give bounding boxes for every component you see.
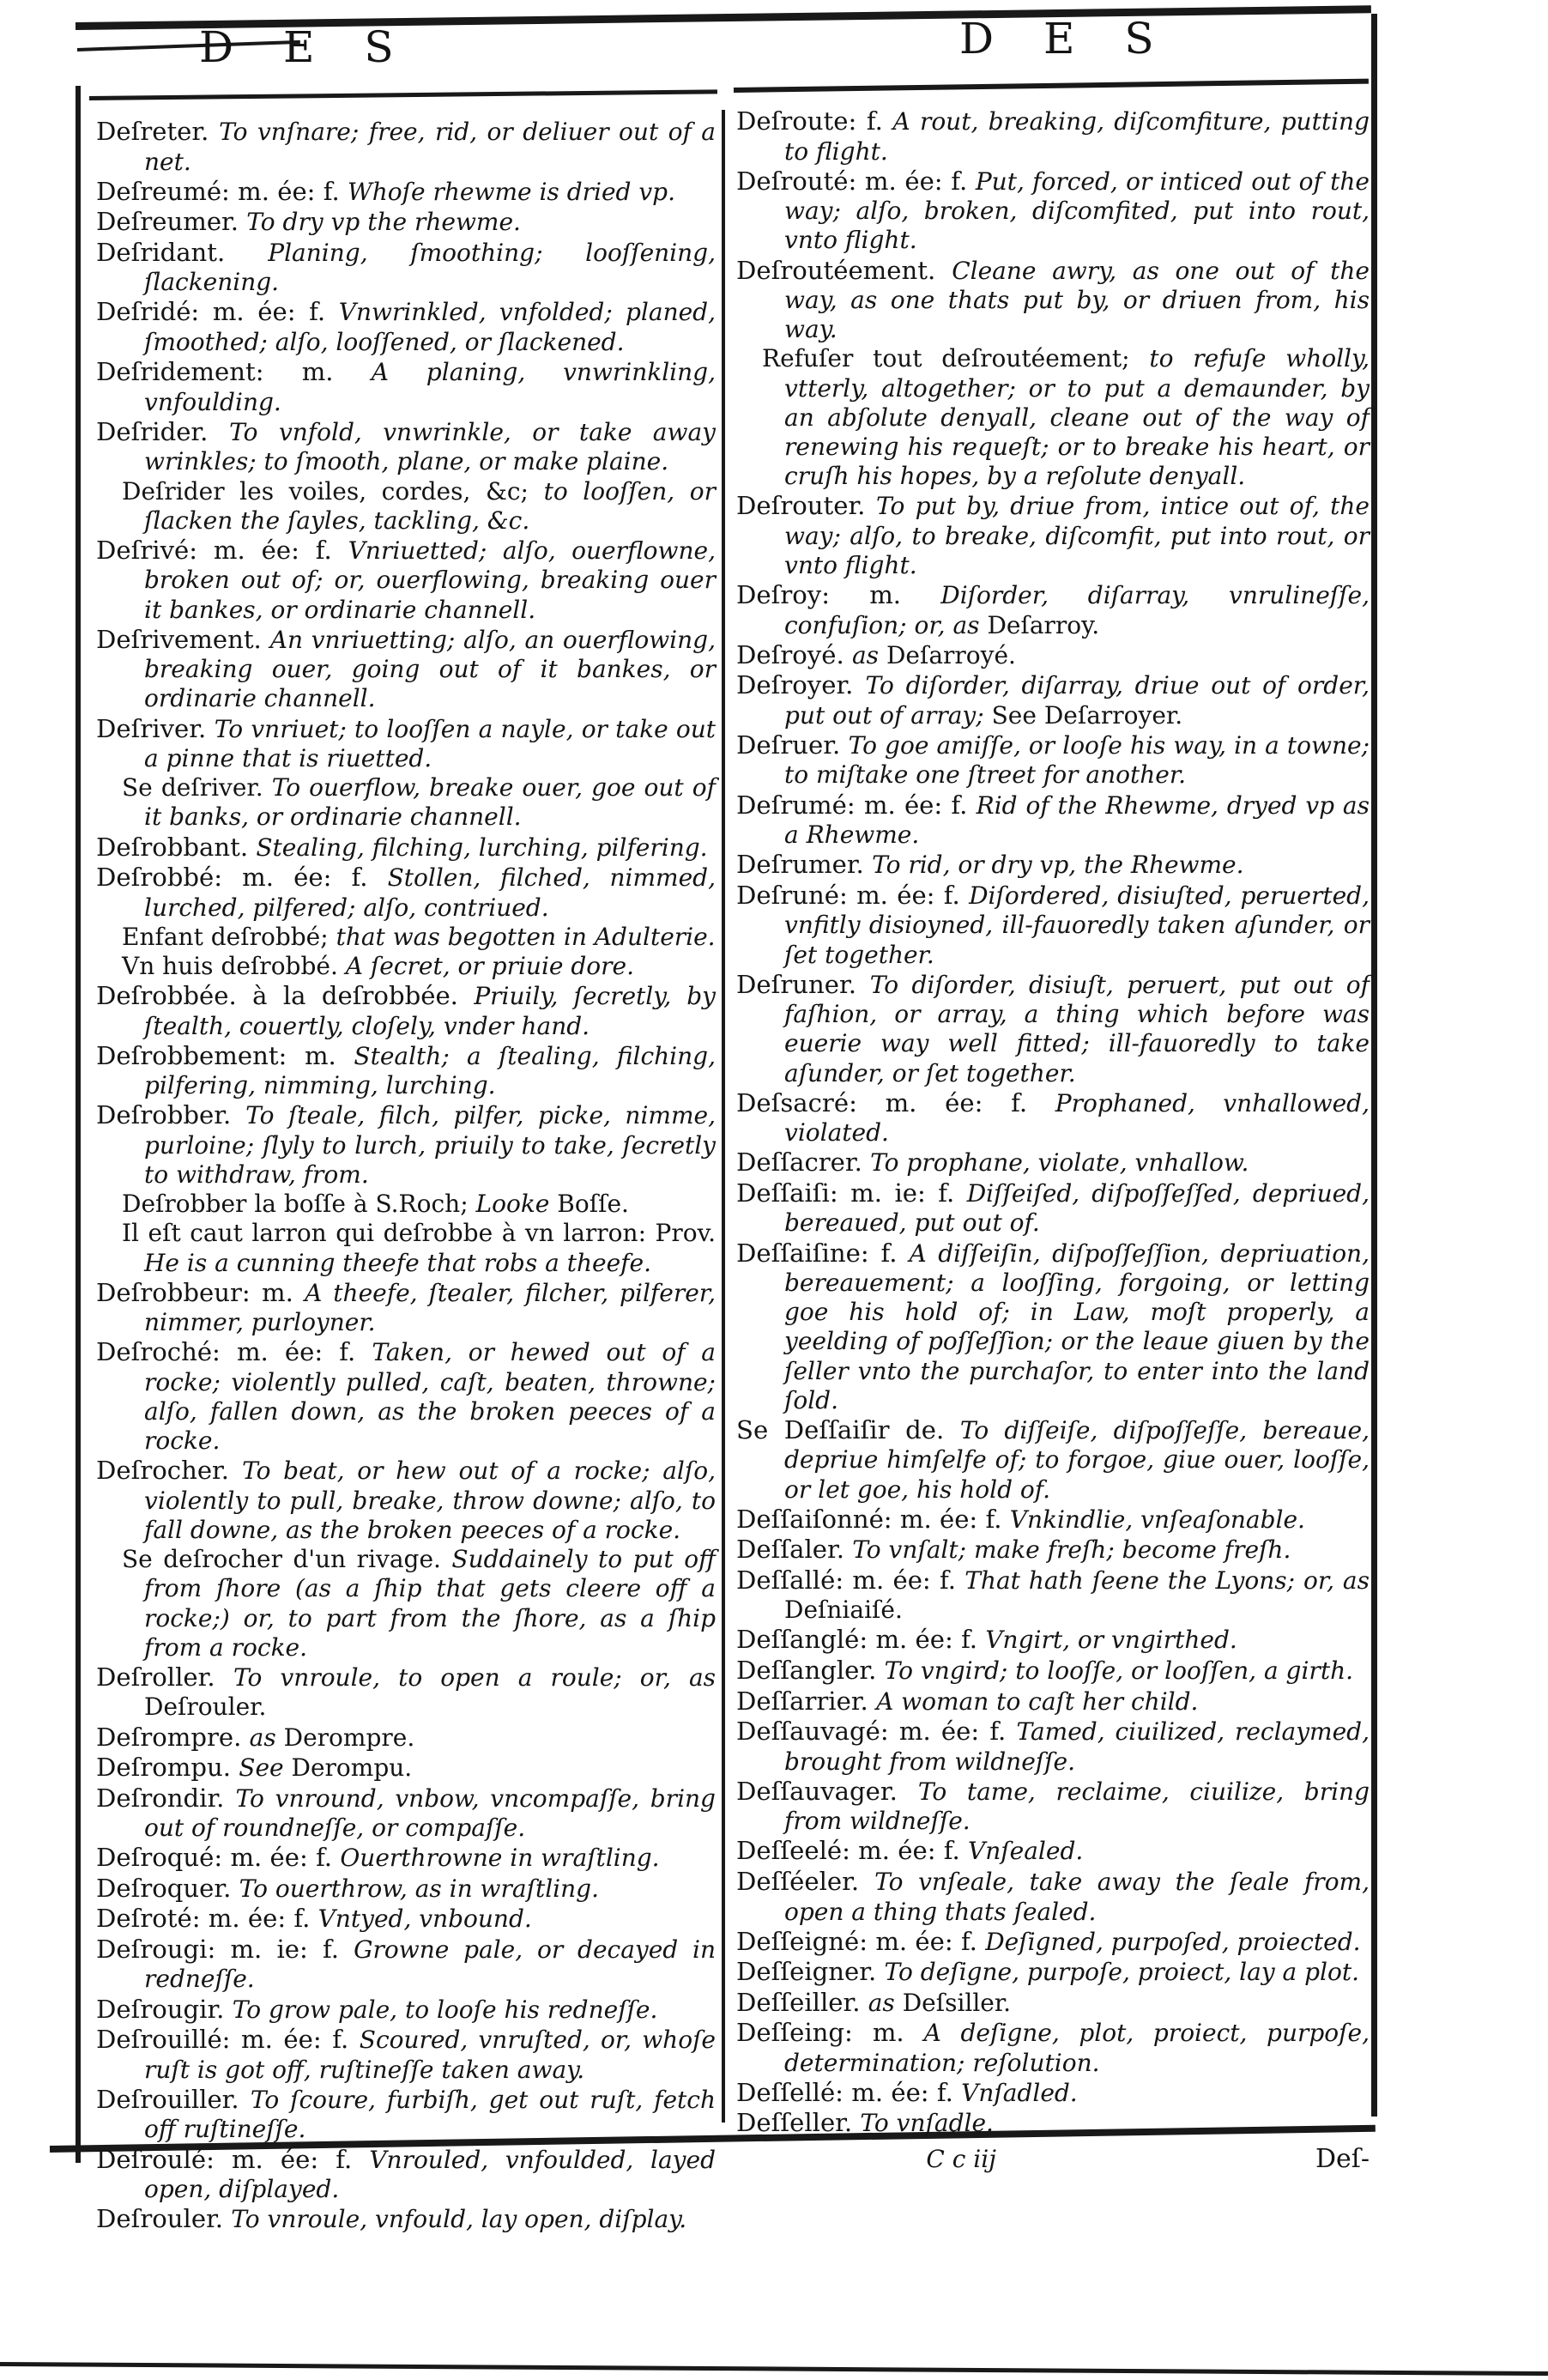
entry-definition: Tamed, ciuilized, reclaymed, brought from wildneſſe. [784, 1717, 1370, 1776]
entry-headword: Deſroyer. [736, 670, 866, 700]
entry-definition: A rout, breaking, diſcomfiture, putting to flight. [784, 107, 1370, 166]
entry-headword: Deſrougi: m. ie: f. [96, 1934, 354, 1964]
entry-definition: Diſorder, diſarray, vnrulineſſe, confuſion; or, as [784, 581, 1370, 639]
entry-crossref: Deſrobber la boſſe à S.Roch; [122, 1190, 476, 1219]
entry-headword: Deſrouler. [96, 2204, 232, 2234]
entry-definition: as [851, 640, 886, 669]
entry-definition: To vnroule, vnfould, lay open, diſplay. [231, 2205, 687, 2234]
entry-definition: To ouerthrow, as in wraſtling. [239, 1874, 599, 1903]
dictionary-entry [96, 1935, 716, 1995]
entry-crossref: Boſſe. [557, 1190, 629, 1219]
entry-definition: Vnſadled. [961, 2078, 1078, 2107]
entry-definition: Scoured, vnruſted, or, whoſe ruſt is got off, ruſtineſſe taken away. [144, 2026, 717, 2084]
left-border-rule [76, 86, 81, 2163]
entry-headword: Deſſeller. [736, 2108, 861, 2138]
entry-crossref: Deſsiller. [902, 1988, 1012, 2017]
entry-crossref: Refuſer tout deſroutéement; [762, 344, 1150, 373]
dictionary-entry [736, 1178, 1370, 1238]
dictionary-entry [96, 1874, 716, 1905]
entry-headword: Deſreumé: m. ée: f. [96, 176, 348, 206]
entry-definition: Vnkindlie, vnſeaſonable. [1009, 1505, 1305, 1534]
entry-definition: Priuily, ſecretly, by ſtealth, couertly, cloſely, vnder hand. [144, 982, 716, 1040]
entry-definition: to refuſe wholly, vtterly, altogether; or to put a demaunder, by an abſolute denyall, cleane out of the way of renewing his requeſt; or to breake his heart, or cruſh his hopes, by a reſolute denyall. [784, 344, 1370, 490]
entry-headword: Deſridé: m. ée: f. [96, 297, 339, 327]
entry-headword: Deſſeigner. [736, 1957, 885, 1987]
dictionary-entry [736, 1535, 1370, 1565]
entry-definition: Diſordered, disiuſted, peruerted, vnfitly disioyned, ill-fauoredly taken aſunder, or ſet together. [784, 881, 1370, 969]
dictionary-entry [96, 1995, 716, 2026]
entry-definition: A theefe, ſtealer, filcher, pilferer, nimmer, purloyner. [144, 1278, 716, 1337]
entry-definition: as [868, 1988, 903, 2017]
entry-definition: A deſigne, plot, proiect, purpoſe, determination; reſolution. [784, 2019, 1370, 2077]
dictionary-entry [96, 714, 716, 774]
dictionary-entry [96, 207, 716, 238]
dictionary-entry [736, 1687, 1370, 1717]
dictionary-entry [736, 730, 1370, 790]
entry-crossref: Deſrider les voiles, cordes, &c; [122, 476, 544, 506]
dictionary-entry [736, 850, 1370, 881]
dictionary-entry [736, 1505, 1370, 1535]
entry-headword: Deſroché: m. ée: f. [96, 1337, 372, 1367]
dictionary-entry [736, 1957, 1370, 1988]
entry-crossref: Derompu. [291, 1753, 413, 1783]
entry-crossref: Enfant deſrobbé; [122, 922, 336, 951]
entry-headword: Deſſallé: m. ée: f. [736, 1565, 965, 1595]
entry-definition: Planing, ſmoothing; looſſening, ſlackening. [144, 238, 716, 297]
entry-definition: Vntyed, vnbound. [317, 1905, 532, 1934]
dictionary-entry [96, 863, 716, 923]
entry-definition: To vnſalt; make freſh; become freſh. [852, 1535, 1291, 1565]
entry-headword: Deſſaler. [736, 1535, 853, 1565]
dictionary-entry [96, 2025, 716, 2085]
entry-headword: Deſriver. [96, 713, 215, 743]
entry-headword: Deſrouter. [736, 491, 877, 521]
entry-definition: To ſteale, filch, pilfer, picke, nimme, purloine; ſlyly to lurch, priuily to take, ſecretly to withdraw, from. [144, 1101, 716, 1190]
dictionary-entry [736, 670, 1370, 730]
entry-headword: Deſſeiller. [736, 1987, 868, 2017]
entry-headword: Deſsacré: m. ée: f. [736, 1087, 1055, 1117]
entry-definition: To vnriuet; to looſſen a nayle, or take out a pinne that is riuetted. [144, 714, 716, 773]
entry-headword: Deſrobber. [96, 1100, 246, 1130]
entry-headword: Deſrumé: m. ée: f. [736, 790, 977, 820]
dictionary-entry [736, 167, 1370, 256]
entry-definition: To diſorder, diſarray, driue out of order, put out of array; [784, 671, 1370, 730]
dictionary-entry [96, 981, 716, 1041]
dictionary-entry [96, 1100, 716, 1190]
header-rule-right [734, 79, 1369, 93]
dictionary-entry [736, 1088, 1370, 1148]
entry-headword: Deſroyé. [736, 639, 852, 669]
entry-definition: Prophaned, vnhallowed, violated. [784, 1088, 1370, 1148]
dictionary-entry [736, 1625, 1370, 1656]
entry-headword: Deſrivé: m. ée: f. [96, 535, 348, 565]
entry-definition: To grow pale, to looſe his redneſſe. [232, 1995, 658, 2024]
entry-headword: Deſrider. [96, 416, 230, 446]
dictionary-entry [96, 357, 716, 417]
dictionary-entry [96, 2085, 716, 2145]
dictionary-entry [96, 952, 716, 981]
entry-definition: to looſſen, or ſlacken the ſayles, tackling, &c. [144, 476, 716, 535]
entry-definition: To vnſadle. [860, 2109, 994, 2138]
entry-headword: Deſroulé: m. ée: f. [96, 2144, 370, 2174]
entry-headword: Deſrivement. [96, 624, 270, 654]
dictionary-entry [736, 491, 1370, 580]
entry-headword: Deſruer. [736, 730, 849, 760]
entry-headword: Deſrouiller. [96, 2084, 251, 2114]
header-rule-left [89, 89, 717, 100]
entry-headword: Deſſangler. [736, 1656, 885, 1685]
entry-definition: Ouerthrowne in wraſtling. [340, 1844, 660, 1873]
entry-headword: Deſrompre. [96, 1722, 250, 1752]
entry-headword: Deſſaiſonné: m. ée: f. [736, 1504, 1010, 1534]
entry-headword: Deſrondir. [96, 1783, 236, 1813]
dictionary-entry [736, 1656, 1370, 1687]
dictionary-entry [736, 344, 1370, 491]
entry-headword: Deſſellé: m. ée: f. [736, 2077, 962, 2107]
entry-crossref: Deſrouler. [144, 1693, 267, 1722]
entry-definition: To diſſeiſe, diſpoſſeſſe, bereaue, depriue himſelfe of; to forgoe, giue ouer, looſſe, or let goe, his hold of. [784, 1415, 1370, 1504]
dictionary-entry [736, 881, 1370, 970]
dictionary-entry [96, 1456, 716, 1545]
entry-definition: Diſſeiſed, diſpoſſeſſed, depriued, bereaued, put out of. [784, 1178, 1370, 1238]
entry-headword: Deſroy: m. [736, 580, 941, 609]
entry-headword: Deſrumer. [736, 850, 873, 880]
dictionary-entry [736, 106, 1370, 167]
entry-definition: Vngirt, or vngirthed. [985, 1626, 1237, 1655]
entry-crossref: Deſarroy. [987, 610, 1100, 639]
column-divider-rule [722, 110, 725, 2123]
entry-definition: To ouerflow, breake ouer, goe out of it banks, or ordinarie channell. [144, 773, 716, 832]
entry-definition: Vnſealed. [968, 1837, 1084, 1866]
dictionary-entry [736, 1867, 1370, 1927]
entry-headword: Deſſauvagé: m. ée: f. [736, 1717, 1017, 1747]
entry-definition: To vngird; to looſſe, or looſſen, a girth. [884, 1656, 1354, 1685]
entry-definition: To vnround, vnbow, vncompaſſe, bring out of roundneſſe, or compaſſe. [144, 1783, 716, 1843]
entry-definition: To beat, or hew out of a rocke; alſo, violently to pull, breake, throw downe; alſo, to fall downe, as the broken peeces of a rocke. [144, 1456, 717, 1545]
entry-headword: Deſſeelé: m. ée: f. [736, 1836, 969, 1866]
entry-definition: Growne pale, or decayed in redneſſe. [144, 1935, 716, 1994]
dictionary-entry [96, 2145, 716, 2205]
entry-headword: Deſſéeler. [736, 1866, 875, 1896]
dictionary-entry [96, 297, 716, 357]
entry-headword: Deſreter. [96, 117, 220, 146]
entry-headword: Deſrobbée. à la deſrobbée. [96, 981, 475, 1011]
entry-definition: To goe amiſſe, or looſe his way, in a towne; to miſtake one ſtreet for another. [784, 730, 1370, 790]
entry-definition: Vnwrinkled, vnfolded; planed, ſmoothed; alſo, looſſened, or ſlackened. [144, 298, 716, 356]
entry-headword: Deſroute: f. [736, 106, 893, 136]
entry-definition: Vnrouled, vnfoulded, layed open, diſplayed. [144, 2145, 716, 2204]
entry-definition: To deſigne, purpoſe, proiect, lay a plot. [884, 1958, 1360, 1987]
entry-definition: A diſſeiſin, diſpoſſeſſion, depriuation, bereauement; a looſſing, forgoing, or letting goe his hold of; in Law, moſt properly, a yeelding of poſſeſſion; or the leaue giuen by the ſeller vnto the purchaſor, to enter into the land ſold. [784, 1238, 1370, 1414]
entry-definition: Cleane awry, as one out of the way, as one thats put by, or driuen from, his way. [784, 256, 1370, 344]
entry-headword: Deſſauvager. [736, 1776, 918, 1806]
entry-headword: Deſſeing: m. [736, 2018, 924, 2048]
entry-definition: That hath ſeene the Lyons; or, as [964, 1565, 1370, 1595]
entry-definition: Vnriuetted; alſo, ouerflowne, broken out of; or, ouerflowing, breaking ouer it bankes, or ordinarie channell. [144, 536, 716, 624]
dictionary-entry [736, 1238, 1370, 1415]
dictionary-entry [96, 477, 716, 536]
entry-headword: Deſroquer. [96, 1873, 239, 1903]
dictionary-entry [96, 1041, 716, 1101]
entry-definition: Put, forced, or inticed out of the way; alſo, broken, diſcomfited, put into rout, vnto flight. [784, 167, 1370, 255]
running-head-left: D E S [199, 22, 412, 72]
left-column [96, 117, 716, 2235]
dictionary-entry [96, 625, 716, 714]
dictionary-entry [736, 1777, 1370, 1837]
entry-headword: Deſrobbant. [96, 832, 257, 862]
entry-definition: Taken, or hewed out of a rocke; violently pulled, caſt, beaten, throwne; alſo, fallen down, as the broken peeces of a rocke. [144, 1338, 717, 1456]
entry-definition: To tame, reclaime, ciuilize, bring from wildneſſe. [784, 1777, 1370, 1836]
entry-headword: Deſruné: m. ée: f. [736, 880, 970, 910]
entry-definition: Rid of the Rhewme, dryed vp as a Rhewme. [784, 790, 1370, 850]
dictionary-entry [736, 2108, 1370, 2139]
dictionary-entry [96, 1219, 716, 1277]
entry-definition: as [249, 1723, 284, 1752]
entry-definition: To dry vp the rhewme. [246, 208, 521, 237]
entry-definition: A ſecret, or priuie dore. [345, 951, 635, 980]
entry-headword: Deſrocher. [96, 1456, 243, 1486]
dictionary-entry [736, 1927, 1370, 1958]
dictionary-entry [96, 773, 716, 832]
dictionary-entry [736, 580, 1370, 640]
dictionary-entry [96, 2204, 716, 2235]
dictionary-entry [736, 640, 1370, 671]
entry-headword: Deſrompu. [96, 1753, 239, 1783]
entry-definition: See [239, 1753, 292, 1783]
entry-crossref: Vn huis deſrobbé. [122, 951, 346, 980]
entry-definition: To ſcoure, furbiſh, get out ruſt, fetch off ruſtineſſe. [144, 2085, 717, 2144]
entry-headword: Deſridement: m. [96, 357, 372, 387]
entry-headword: Deſroqué: m. ée: f. [96, 1843, 341, 1873]
entry-headword: Deſſeigné: m. ée: f. [736, 1926, 986, 1956]
entry-definition: To prophane, violate, vnhallow. [870, 1148, 1249, 1178]
dictionary-entry [736, 1148, 1370, 1178]
entry-headword: Deſroutéement. [736, 255, 952, 285]
entry-headword: Deſrobbement: m. [96, 1040, 354, 1070]
page-edge-line [0, 2362, 1548, 2376]
entry-crossref: Il eſt caut larron qui deſrobbe à vn larron: Prov. [122, 1219, 716, 1248]
entry-headword: Deſroller. [96, 1662, 234, 1692]
entry-definition: Suddainely to put off from ſhore (as a ſhip that gets cleere off a rocke;) or, to part from the ſhore, as a ſhip from a rocke. [144, 1545, 716, 1662]
dictionary-entry [736, 2018, 1370, 2078]
entry-definition: To vnroule, to open a roule; or, as [233, 1662, 716, 1692]
entry-definition: Stealth; a ſtealing, filching, pilfering, nimming, lurching. [144, 1041, 716, 1100]
dictionary-entry [736, 1988, 1370, 2019]
entry-definition: Deſigned, purpoſed, proiected. [985, 1927, 1361, 1956]
dictionary-entry [96, 833, 716, 863]
entry-headword: Deſrobbé: m. ée: f. [96, 863, 388, 893]
entry-headword: Deſrougir. [96, 1994, 233, 2024]
entry-headword: Deſrobbeur: m. [96, 1277, 305, 1307]
entry-definition: Whoſe rhewme is dried vp. [347, 177, 675, 206]
entry-definition: A woman to caſt her child. [876, 1687, 1199, 1716]
entry-definition: To rid, or dry vp, the Rhewme. [872, 851, 1244, 880]
entry-crossref: Se deſriver. [122, 773, 272, 802]
entry-headword: Deſſaiſine: f. [736, 1238, 910, 1268]
entry-headword: Se Deſſaiſir de. [736, 1414, 960, 1444]
entry-headword: Deſroté: m. ée: f. [96, 1904, 318, 1934]
entry-headword: Deſſaiſi: m. ie: f. [736, 1178, 967, 1208]
dictionary-entry [736, 790, 1370, 851]
dictionary-entry [96, 923, 716, 952]
entry-crossref: Se deſrocher d'un rivage. [122, 1545, 452, 1574]
entry-definition: Looke [475, 1190, 558, 1219]
dictionary-entry [736, 2078, 1370, 2109]
entry-crossref: Deſniaiſé. [784, 1596, 903, 1625]
entry-definition: To vnſnare; free, rid, or deliuer out of a net. [144, 118, 716, 176]
entry-definition: that was begotten in Adulterie. [336, 922, 716, 951]
running-head-right: D E S [959, 14, 1172, 64]
right-column [736, 106, 1370, 2176]
entry-definition: An vnriuetting; alſo, an ouerflowing, breaking ouer, going out of it bankes, or ordinarie channell. [144, 625, 716, 713]
dictionary-entry [96, 117, 716, 177]
dictionary-entry [96, 1783, 716, 1844]
dictionary-entry [736, 970, 1370, 1088]
entry-definition: To diſorder, disiuſt, peruert, put out of faſhion, or array, a thing which before was euerie way well fitted; ill-fauoredly to take aſunder, or ſet together. [784, 970, 1370, 1087]
entry-definition: Stealing, filching, lurching, pilfering. [256, 833, 708, 862]
entry-crossref: Derompre. [283, 1723, 415, 1752]
entry-crossref: See Deſarroyer. [991, 700, 1183, 730]
catchword: Deſ- [1315, 2144, 1370, 2174]
dictionary-entry [96, 1545, 716, 1662]
entry-definition: A planing, vnwrinkling, vnfoulding. [144, 358, 716, 416]
footer-row [736, 2144, 1370, 2176]
dictionary-entry [736, 1717, 1370, 1777]
dictionary-entry [96, 238, 716, 298]
dictionary-entry [96, 536, 716, 625]
entry-headword: Deſſacrer. [736, 1148, 871, 1178]
entry-headword: Deſridant. [96, 237, 269, 267]
entry-headword: Deſreumer. [96, 207, 247, 237]
dictionary-entry [96, 417, 716, 477]
entry-definition: He is a cunning theefe that robs a theefe. [144, 1248, 651, 1277]
entry-headword: Deſrouillé: m. ée: f. [96, 2025, 360, 2055]
dictionary-entry [96, 1723, 716, 1753]
dictionary-entry [736, 1565, 1370, 1626]
entry-headword: Deſſarrier. [736, 1686, 877, 1716]
entry-headword: Deſrouté: m. ée: f. [736, 166, 976, 196]
dictionary-entry [96, 1278, 716, 1338]
signature-mark: C c iij [926, 2145, 996, 2173]
entry-definition: To vnfold, vnwrinkle, or take away wrinkles; to ſmooth, plane, or make plaine. [144, 417, 716, 476]
dictionary-entry [736, 256, 1370, 345]
dictionary-entry [96, 177, 716, 208]
entry-definition: To put by, driue from, intice out of, the way; alſo, to breake, diſcomfit, put into rout, or vnto flight. [784, 492, 1370, 579]
entry-headword: Deſruner. [736, 969, 870, 999]
dictionary-entry [96, 1753, 716, 1783]
entry-definition: Stollen, filched, nimmed, lurched, pilfered; alſo, contriued. [144, 863, 716, 922]
dictionary-entry [96, 1190, 716, 1219]
right-border-rule [1371, 14, 1377, 2117]
dictionary-entry [96, 1843, 716, 1874]
dictionary-entry [96, 1662, 716, 1723]
dictionary-entry [96, 1337, 716, 1456]
entry-crossref: Deſarroyé. [886, 640, 1016, 669]
dictionary-entry [736, 1415, 1370, 1505]
entry-definition: To vnſeale, take away the ſeale from, open a thing thats ſealed. [784, 1867, 1370, 1926]
dictionary-entry [96, 1904, 716, 1935]
entry-headword: Deſſanglé: m. ée: f. [736, 1625, 986, 1655]
dictionary-entry [736, 1836, 1370, 1867]
